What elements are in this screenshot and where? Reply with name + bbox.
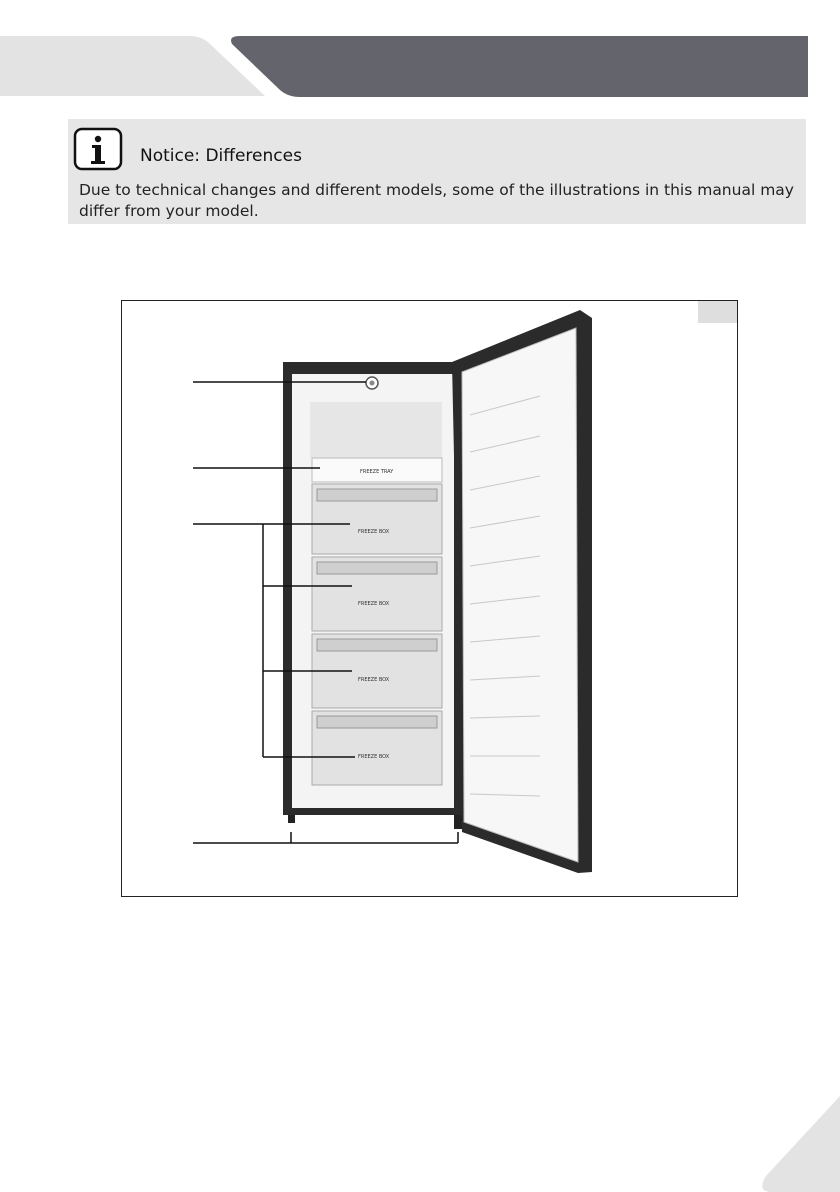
drawer-4-label: FREEZE BOX (358, 754, 390, 760)
foot-left (288, 815, 295, 823)
notice-title: Notice: Differences (140, 146, 302, 166)
tray-label: FREEZE TRAY (360, 469, 394, 475)
drawer-4 (312, 711, 442, 785)
drawer-2-label: FREEZE BOX (358, 601, 390, 607)
drawer-2 (312, 557, 442, 631)
foot-right (454, 815, 462, 829)
drawer-1 (312, 484, 442, 554)
drawer-1-label: FREEZE BOX (358, 529, 390, 535)
drawer-3-label: FREEZE BOX (358, 677, 390, 683)
door-inner (462, 328, 578, 862)
notice-body: Due to technical changes and different models, some of the illustrations in this manual may differ from your model. (79, 181, 794, 220)
page-corner-tab (758, 1096, 840, 1192)
